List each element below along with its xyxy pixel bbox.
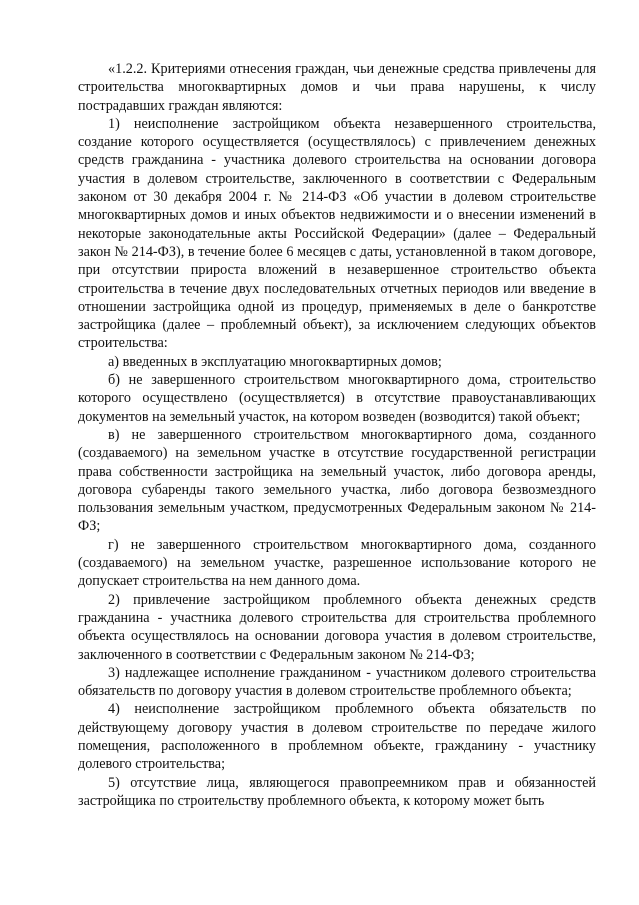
- paragraph-subitem-b: б) не завершенного строительством многоквартирного дома, строительство которого осуществлено (осуществляется) в отсутствие правоустанавливающих документов на земельный участок, на котором возведен (возводится) такой объект;: [78, 372, 596, 425]
- paragraph-item-4: 4) неисполнение застройщиком проблемного объекта обязательств по действующему договору участия в долевом строительстве по передаче жилого помещения, расположенного в проблемном объекте, гражданину - участнику долевого строительства;: [78, 701, 596, 773]
- paragraph-criteria-intro: «1.2.2. Критериями отнесения граждан, чьи денежные средства привлечены для строительства многоквартирных домов и чьи права нарушены, к числу пострадавших граждан являются:: [78, 61, 596, 114]
- paragraph-item-3: 3) надлежащее исполнение гражданином - участником долевого строительства обязательств по договору участия в долевом строительстве проблемного объекта;: [78, 664, 596, 700]
- paragraph-subitem-a: а) введенных в эксплуатацию многоквартирных домов;: [108, 353, 442, 370]
- paragraph-subitem-g: г) не завершенного строительством многоквартирного дома, созданного (создаваемого) на земельном участке, разрешенное использование которого не допускает строительства на нем данного дома.: [78, 536, 596, 590]
- paragraph-item-1: 1) неисполнение застройщиком объекта незавершенного строительства, создание которого осуществляется (осуществлялось) с привлечением денежных средств гражданина - участника долевого строительства на основании договора участия в долевом строительстве, заключенного в соответствии с Федеральным законом от 30 декабря 2004 г. № 214-ФЗ «Об участии в долевом строительстве многоквартирных домов и иных объектов недвижимости и о внесении изменений в некоторые законодательные акты Российской Федерации» (далее – Федеральный закон № 214-ФЗ), в течение более 6 месяцев с даты, установленной в таком договоре, при отсутствии прироста вложений в незавершенное строительство объекта строительства в течение двух последовательных отчетных периодов или введение в отношении застройщика одной из процедур, применяемых в деле о банкротстве застройщика (далее – проблемный объект), за исключением следующих объектов строительства:: [78, 115, 596, 352]
- paragraph-subitem-v: в) не завершенного строительством многоквартирного дома, созданного (создаваемого) на земельном участке в отсутствие государственной регистрации права собственности застройщика на земельный участок, либо договора аренды, договора субаренды такого земельного участка, либо договора безвозмездного пользования земельным участком, предусмотренных Федеральным законом № 214-ФЗ;: [78, 426, 596, 535]
- paragraph-item-2: 2) привлечение застройщиком проблемного объекта денежных средств гражданина - участника долевого строительства для строительства проблемного объекта осуществлялось на основании договора участия в долевом строительстве, заключенного в соответствии с Федеральным законом № 214-ФЗ;: [78, 591, 596, 663]
- paragraph-item-5: 5) отсутствие лица, являющегося правопреемником прав и обязанностей застройщика по строительству проблемного объекта, к которому может быть: [78, 774, 596, 809]
- document-page: [78, 60, 596, 810]
